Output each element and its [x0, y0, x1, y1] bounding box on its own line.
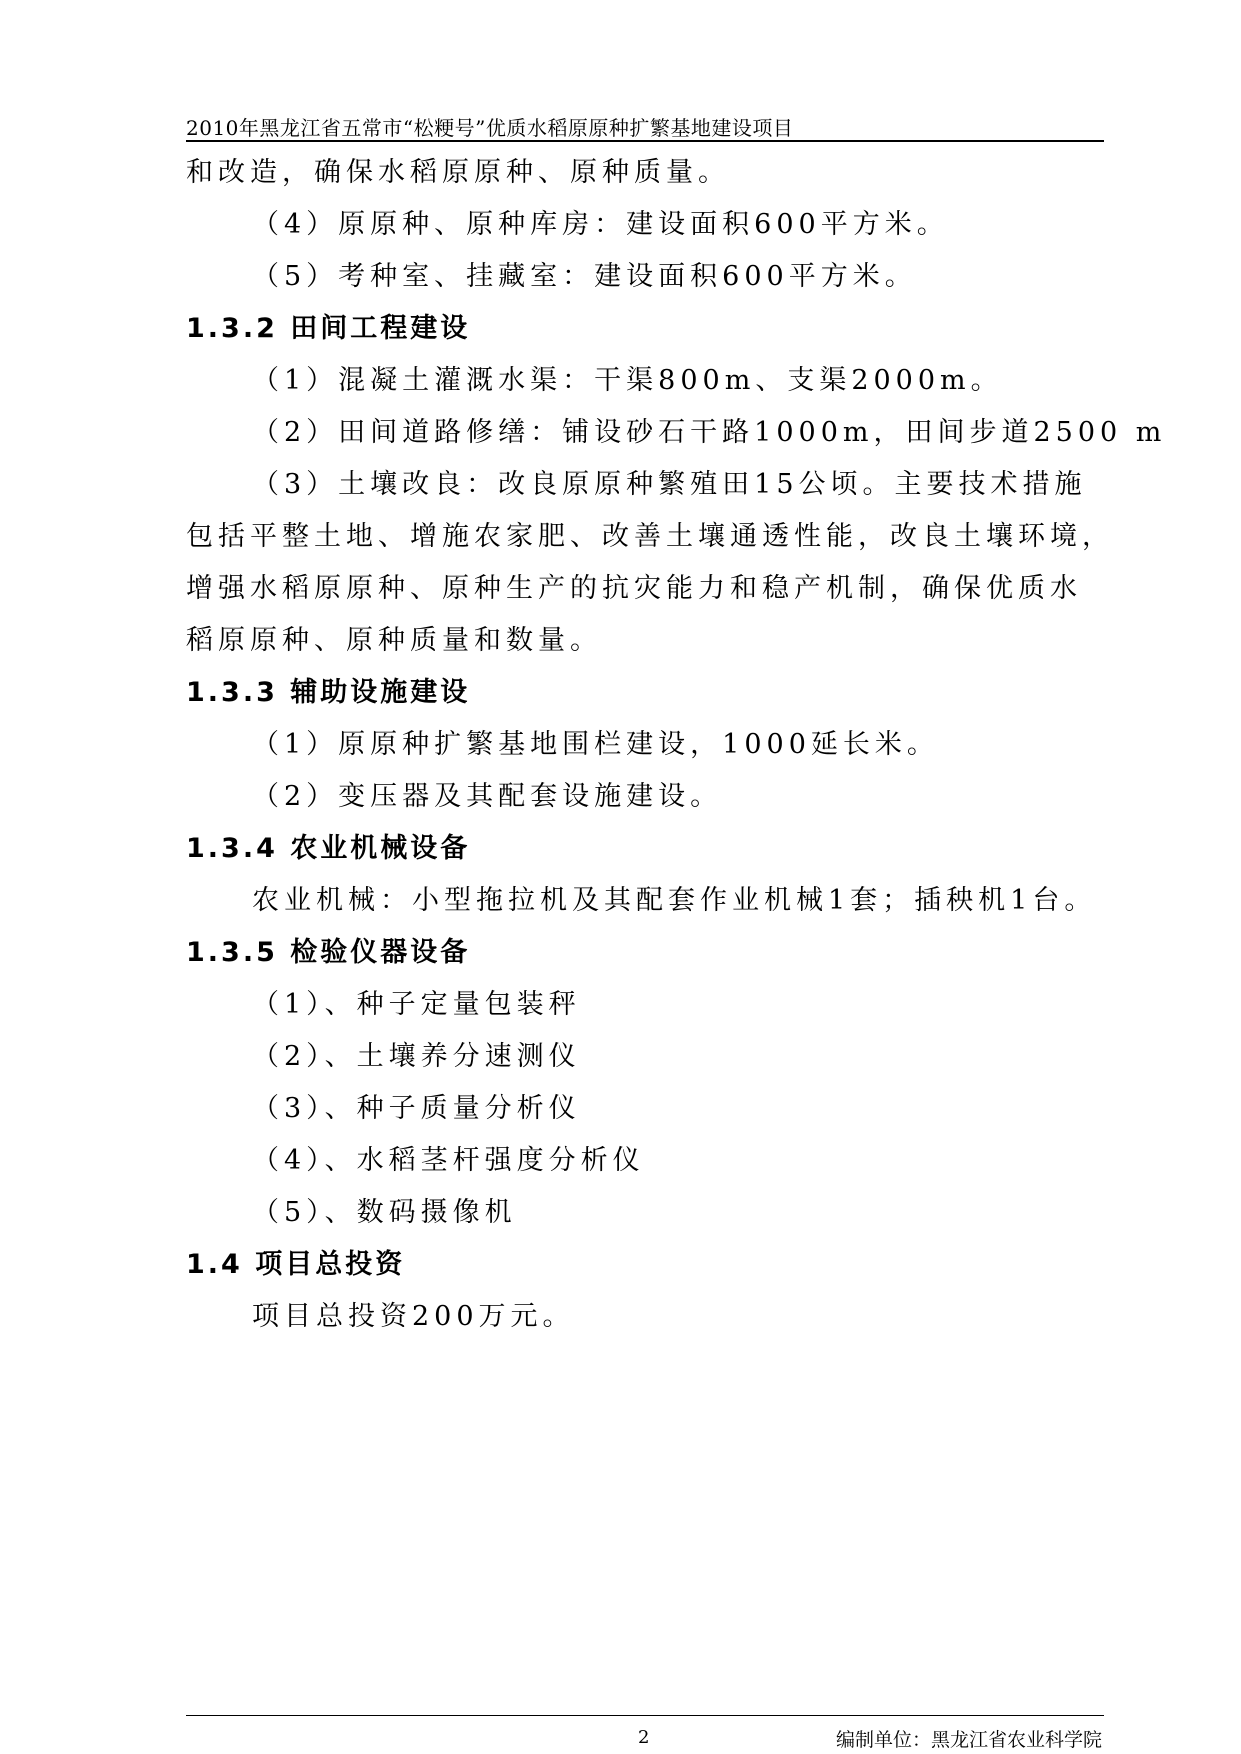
list-item: （1）混凝土灌溉水渠：干渠800m、支渠2000m。: [252, 365, 1003, 396]
list-item: （5）考种室、挂藏室：建设面积600平方米。: [252, 261, 917, 292]
paragraph-line: 和改造，确保水稻原原种、原种质量。: [186, 157, 730, 188]
footer-rule: [186, 1715, 1104, 1716]
paragraph-line: 包括平整土地、增施农家肥、改善土壤通透性能，改良土壤环境，: [186, 521, 1114, 552]
section-heading-1-3-3: 1.3.3 辅助设施建设: [186, 677, 471, 708]
list-item: （1）原原种扩繁基地围栏建设，1000延长米。: [252, 729, 939, 760]
list-item: （5）、数码摄像机: [252, 1197, 517, 1228]
list-item: （3）土壤改良：改良原原种繁殖田15公顷。主要技术措施: [252, 469, 1087, 500]
list-item: （2）、土壤养分速测仪: [252, 1041, 581, 1072]
paragraph-line: 农业机械：小型拖拉机及其配套作业机械1套；插秧机1台。: [252, 885, 1097, 916]
list-item: （2）田间道路修缮：铺设砂石干路1000m，田间步道2500 m: [252, 417, 1167, 448]
list-item: （2）变压器及其配套设施建设。: [252, 781, 723, 812]
section-heading-1-4: 1.4 项目总投资: [186, 1249, 406, 1280]
list-item: （4）原原种、原种库房：建设面积600平方米。: [252, 209, 949, 240]
section-heading-1-3-4: 1.3.4 农业机械设备: [186, 833, 471, 864]
section-heading-1-3-5: 1.3.5 检验仪器设备: [186, 937, 471, 968]
list-item: （4）、水稻茎杆强度分析仪: [252, 1145, 645, 1176]
page-number: 2: [638, 1727, 650, 1748]
header-rule: [186, 140, 1104, 142]
list-item: （3）、种子质量分析仪: [252, 1093, 581, 1124]
paragraph-line: 项目总投资200万元。: [252, 1301, 575, 1332]
list-item: （1）、种子定量包装秤: [252, 989, 581, 1020]
paragraph-line: 稻原原种、原种质量和数量。: [186, 625, 602, 656]
section-heading-1-3-2: 1.3.2 田间工程建设: [186, 313, 471, 344]
paragraph-line: 增强水稻原原种、原种生产的抗灾能力和稳产机制，确保优质水: [186, 573, 1082, 604]
running-header-title: 2010年黑龙江省五常市“松粳号”优质水稻原原种扩繁基地建设项目: [186, 116, 794, 140]
footer-org: 编制单位：黑龙江省农业科学院: [836, 1729, 1103, 1751]
